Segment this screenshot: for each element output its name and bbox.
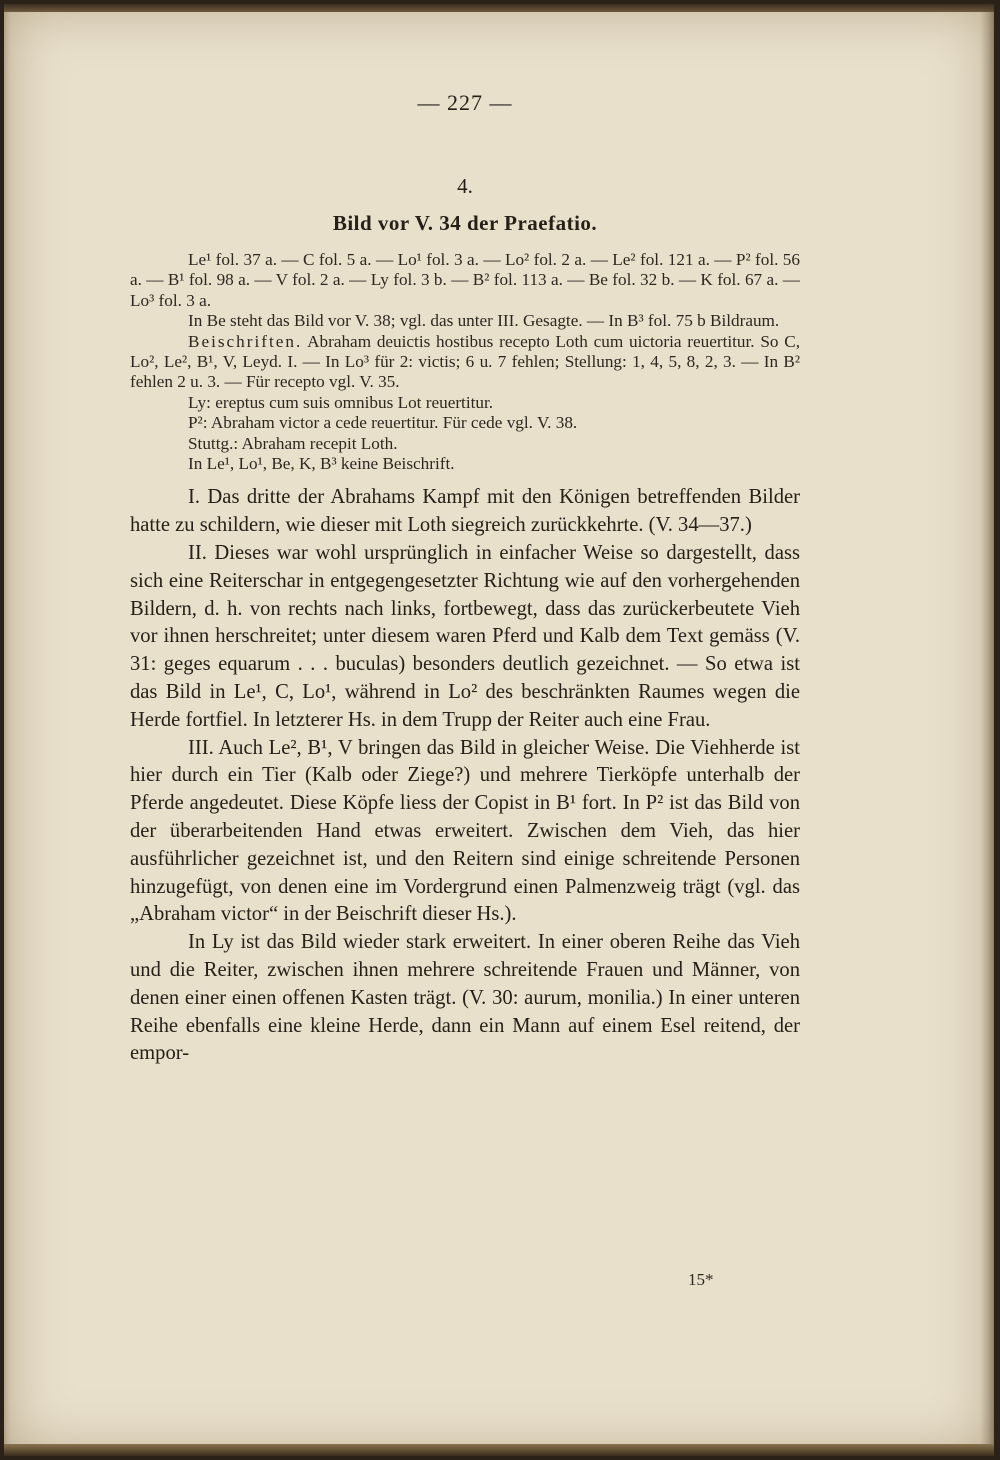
- beischriften-text: Abraham deuictis hostibus recepto Loth cum uictoria reuertitur. So C, Lo², Le², B¹, V, Leyd. I. — In Lo³ für 2: victis; 6 u. 7 fehlen; Stellung: 1, 4, 5, 8, 2, 3. — In B² fehlen 2 u. 3. — Für recepto vgl. V. 35.: [130, 331, 800, 392]
- caption-none: In Le¹, Lo¹, Be, K, B³ keine Beischrift.: [188, 454, 455, 474]
- caption-stuttg: Stuttg.: Abraham recepit Loth.: [188, 433, 398, 453]
- beischriften-entry: [130, 332, 800, 393]
- page-number-header: — 227 —: [417, 90, 513, 115]
- sheet-signature: 15*: [688, 1270, 714, 1289]
- sigla-list: Le¹ fol. 37 a. — C fol. 5 a. — Lo¹ fol. 3 a. — Lo² fol. 2 a. — Le² fol. 121 a. — P² fol. 56 a. — B¹ fol. 98 a. — V fol. 2 a. — Ly fol. 3 b. — B² fol. 113 a. — Be fol. 32 b. — K fol. 67 a. — Lo³ fol. 3 a.: [130, 250, 800, 310]
- beischriften-label: Beischriften.: [188, 331, 303, 351]
- paragraph-i: I. Das dritte der Abrahams Kampf mit den Königen betreffenden Bilder hatte zu schildern, wie dieser mit Loth siegreich zurückkehrte. (V. 34—37.): [130, 486, 800, 537]
- page-gutter-shadow: [980, 4, 994, 1456]
- paragraph-ly: In Ly ist das Bild wieder stark erweitert. In einer oberen Reihe das Vieh und die Reiter, zwischen ihnen mehrere schreitende Frauen und Männer, von denen einer einen offenen Kasten trägt. (V. 30: aurum, monilia.) In einer unteren Reihe ebenfalls eine kleine Herde, dann ein Mann auf einem Esel reitend, der empor-: [130, 931, 800, 1065]
- page-top-edge: [4, 4, 994, 12]
- caption-ly: Ly: ereptus cum suis omnibus Lot reuertitur.: [188, 392, 494, 412]
- section-title: Bild vor V. 34 der Praefatio.: [332, 211, 598, 235]
- caption-p2: P²: Abraham victor a cede reuertitur. Für cede vgl. V. 38.: [188, 413, 578, 433]
- bildraum-note: In Be steht das Bild vor V. 38; vgl. das unter III. Gesagte. — In B³ fol. 75 b Bildraum.: [188, 311, 780, 331]
- section-number: 4.: [457, 174, 473, 198]
- paragraph-ii: II. Dieses war wohl ursprünglich in einfacher Weise so dargestellt, dass sich eine Reiterschar in entgegengesetzter Richtung wie auf den vorhergehenden Bildern, d. h. von rechts nach links, fortbewegt, dass das zurückerbeutete Vieh vor ihnen herschreitet; unter diesem waren Pferd und Kalb dem Text gemäss (V. 31: geges equarum . . . buculas) besonders deutlich gezeichnet. — So etwa ist das Bild in Le¹, C, Lo¹, während in Lo² des beschränkten Raumes wegen die Herde fortfiel. In letzterer Hs. in dem Trupp der Reiter auch eine Frau.: [130, 542, 800, 731]
- page-content: [130, 90, 800, 1068]
- body-text: [130, 484, 800, 1068]
- apparatus-block: [130, 250, 800, 474]
- page-bottom-edge: [4, 1444, 994, 1456]
- paragraph-iii: III. Auch Le², B¹, V bringen das Bild in gleicher Weise. Die Viehherde ist hier durch ein Tier (Kalb oder Ziege?) und mehrere Tierköpfe unterhalb der Pferde angedeutet. Diese Köpfe liess der Copist in B¹ fort. In P² ist das Bild von der überarbeitenden Hand etwas erweitert. Zwischen dem Vieh, das hier ausführlicher gezeichnet ist, und den Reitern sind einige schreitende Personen hinzugefügt, von denen eine im Vordergrund einen Palmenzweig trägt (vgl. das „Abraham victor“ in der Beischrift dieser Hs.).: [130, 736, 800, 926]
